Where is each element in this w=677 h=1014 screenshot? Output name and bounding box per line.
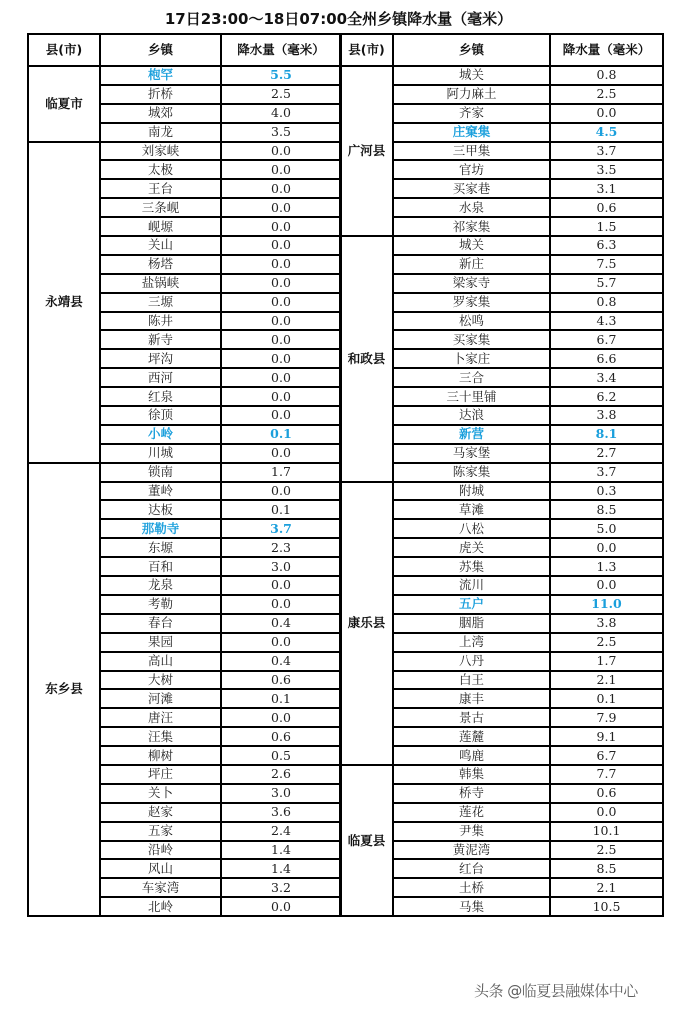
town-cell: 河滩 bbox=[100, 689, 221, 708]
page-title: 17日23:00～18日07:00全州乡镇降水量（毫米） bbox=[164, 10, 513, 28]
rainfall-cell: 4.0 bbox=[221, 104, 341, 123]
rainfall-cell: 0.0 bbox=[550, 576, 663, 595]
rainfall-cell: 2.7 bbox=[550, 444, 663, 463]
town-cell: 莲麓 bbox=[393, 727, 550, 746]
county-cell: 临夏市 bbox=[28, 66, 100, 142]
rainfall-cell: 2.1 bbox=[550, 878, 663, 897]
table-row bbox=[28, 66, 341, 85]
town-cell: 尹集 bbox=[393, 822, 550, 841]
header-row bbox=[340, 34, 663, 66]
town-cell: 罗家集 bbox=[393, 293, 550, 312]
town-cell: 锁南 bbox=[100, 463, 221, 482]
town-cell: 松鸣 bbox=[393, 312, 550, 331]
rainfall-cell: 9.1 bbox=[550, 727, 663, 746]
rainfall-cell: 0.0 bbox=[221, 330, 341, 349]
rainfall-cell: 0.8 bbox=[550, 293, 663, 312]
town-cell: 考勒 bbox=[100, 595, 221, 614]
town-cell: 川城 bbox=[100, 444, 221, 463]
rainfall-cell: 0.3 bbox=[550, 482, 663, 501]
rainfall-cell: 0.0 bbox=[221, 576, 341, 595]
town-cell: 韩集 bbox=[393, 765, 550, 784]
county-cell: 广河县 bbox=[340, 66, 393, 236]
rainfall-cell: 0.0 bbox=[221, 406, 341, 425]
rainfall-cell: 8.1 bbox=[550, 425, 663, 444]
rainfall-cell: 0.0 bbox=[221, 293, 341, 312]
rainfall-cell: 5.5 bbox=[221, 66, 341, 85]
town-cell: 康丰 bbox=[393, 689, 550, 708]
rainfall-cell: 3.6 bbox=[221, 803, 341, 822]
county-cell: 东乡县 bbox=[28, 463, 100, 916]
town-cell: 董岭 bbox=[100, 482, 221, 501]
rainfall-cell: 5.7 bbox=[550, 274, 663, 293]
rainfall-cell: 0.0 bbox=[221, 274, 341, 293]
town-cell: 虎关 bbox=[393, 538, 550, 557]
header-rainfall: 降水量（毫米） bbox=[221, 34, 341, 66]
table-row bbox=[340, 482, 663, 501]
rainfall-cell: 1.7 bbox=[550, 652, 663, 671]
county-cell: 康乐县 bbox=[340, 482, 393, 765]
rainfall-cell: 3.2 bbox=[221, 878, 341, 897]
rainfall-cell: 3.4 bbox=[550, 368, 663, 387]
town-cell: 土桥 bbox=[393, 878, 550, 897]
town-cell: 陈井 bbox=[100, 312, 221, 331]
rainfall-cell: 7.5 bbox=[550, 255, 663, 274]
town-cell: 五家 bbox=[100, 822, 221, 841]
rainfall-cell: 0.0 bbox=[221, 142, 341, 161]
town-cell: 五户 bbox=[393, 595, 550, 614]
town-cell: 八松 bbox=[393, 519, 550, 538]
town-cell: 北岭 bbox=[100, 897, 221, 916]
town-cell: 陈家集 bbox=[393, 463, 550, 482]
header-county: 县(市) bbox=[340, 34, 393, 66]
rainfall-cell: 2.5 bbox=[221, 85, 341, 104]
town-cell: 莲花 bbox=[393, 803, 550, 822]
town-cell: 城郊 bbox=[100, 104, 221, 123]
rainfall-cell: 3.0 bbox=[221, 557, 341, 576]
town-cell: 水泉 bbox=[393, 198, 550, 217]
rainfall-cell: 0.6 bbox=[550, 784, 663, 803]
rainfall-cell: 0.0 bbox=[221, 368, 341, 387]
rainfall-cell: 0.0 bbox=[550, 538, 663, 557]
town-cell: 龙泉 bbox=[100, 576, 221, 595]
rainfall-cell: 6.7 bbox=[550, 746, 663, 765]
table-row bbox=[340, 236, 663, 255]
header-rainfall: 降水量（毫米） bbox=[550, 34, 663, 66]
rainfall-cell: 2.5 bbox=[550, 633, 663, 652]
town-cell: 桥寺 bbox=[393, 784, 550, 803]
county-cell: 临夏县 bbox=[340, 765, 393, 916]
rainfall-table-left bbox=[27, 33, 342, 917]
town-cell: 新寺 bbox=[100, 330, 221, 349]
town-cell: 徐顶 bbox=[100, 406, 221, 425]
rainfall-cell: 1.7 bbox=[221, 463, 341, 482]
town-cell: 柳树 bbox=[100, 746, 221, 765]
rainfall-cell: 0.0 bbox=[221, 236, 341, 255]
rainfall-cell: 3.7 bbox=[550, 463, 663, 482]
header-town: 乡镇 bbox=[393, 34, 550, 66]
header-county: 县(市) bbox=[28, 34, 100, 66]
rainfall-cell: 0.0 bbox=[221, 179, 341, 198]
rainfall-cell: 10.5 bbox=[550, 897, 663, 916]
rainfall-cell: 0.0 bbox=[221, 482, 341, 501]
table-row bbox=[28, 142, 341, 161]
rainfall-cell: 1.4 bbox=[221, 841, 341, 860]
rainfall-cell: 0.0 bbox=[221, 160, 341, 179]
rainfall-cell: 0.0 bbox=[221, 595, 341, 614]
town-cell: 上湾 bbox=[393, 633, 550, 652]
town-cell: 折桥 bbox=[100, 85, 221, 104]
rainfall-cell: 2.6 bbox=[221, 765, 341, 784]
town-cell: 梁家寺 bbox=[393, 274, 550, 293]
town-cell: 红泉 bbox=[100, 387, 221, 406]
rainfall-cell: 6.2 bbox=[550, 387, 663, 406]
town-cell: 马集 bbox=[393, 897, 550, 916]
rainfall-cell: 0.8 bbox=[550, 66, 663, 85]
rainfall-cell: 3.5 bbox=[550, 160, 663, 179]
town-cell: 买家巷 bbox=[393, 179, 550, 198]
town-cell: 汪集 bbox=[100, 727, 221, 746]
rainfall-cell: 4.5 bbox=[550, 123, 663, 142]
rainfall-cell: 8.5 bbox=[550, 500, 663, 519]
town-cell: 祁家集 bbox=[393, 217, 550, 236]
town-cell: 东塬 bbox=[100, 538, 221, 557]
county-cell: 和政县 bbox=[340, 236, 393, 482]
town-cell: 沿岭 bbox=[100, 841, 221, 860]
rainfall-cell: 1.3 bbox=[550, 557, 663, 576]
rainfall-cell: 2.5 bbox=[550, 841, 663, 860]
rainfall-cell: 0.0 bbox=[221, 444, 341, 463]
town-cell: 鸣鹿 bbox=[393, 746, 550, 765]
town-cell: 刘家峡 bbox=[100, 142, 221, 161]
rainfall-cell: 6.7 bbox=[550, 330, 663, 349]
town-cell: 三条岘 bbox=[100, 198, 221, 217]
county-cell: 永靖县 bbox=[28, 142, 100, 463]
rainfall-cell: 0.0 bbox=[550, 104, 663, 123]
town-cell: 太极 bbox=[100, 160, 221, 179]
watermark: 头条 @临夏县融媒体中心 bbox=[474, 982, 638, 1000]
town-cell: 阿力麻土 bbox=[393, 85, 550, 104]
town-cell: 白王 bbox=[393, 671, 550, 690]
rainfall-cell: 3.8 bbox=[550, 614, 663, 633]
rainfall-cell: 8.5 bbox=[550, 859, 663, 878]
rainfall-cell: 7.7 bbox=[550, 765, 663, 784]
town-cell: 杨塔 bbox=[100, 255, 221, 274]
rainfall-cell: 0.0 bbox=[221, 312, 341, 331]
table-row bbox=[340, 765, 663, 784]
town-cell: 马家堡 bbox=[393, 444, 550, 463]
header-town: 乡镇 bbox=[100, 34, 221, 66]
town-cell: 坪沟 bbox=[100, 349, 221, 368]
rainfall-cell: 0.0 bbox=[221, 349, 341, 368]
town-cell: 三十里铺 bbox=[393, 387, 550, 406]
rainfall-cell: 6.3 bbox=[550, 236, 663, 255]
rainfall-cell: 11.0 bbox=[550, 595, 663, 614]
rainfall-cell: 0.1 bbox=[221, 500, 341, 519]
town-cell: 新营 bbox=[393, 425, 550, 444]
rainfall-cell: 6.6 bbox=[550, 349, 663, 368]
rainfall-cell: 3.8 bbox=[550, 406, 663, 425]
rainfall-cell: 1.5 bbox=[550, 217, 663, 236]
town-cell: 流川 bbox=[393, 576, 550, 595]
town-cell: 春台 bbox=[100, 614, 221, 633]
town-cell: 那勒寺 bbox=[100, 519, 221, 538]
rainfall-cell: 2.4 bbox=[221, 822, 341, 841]
rainfall-cell: 0.1 bbox=[221, 425, 341, 444]
town-cell: 买家集 bbox=[393, 330, 550, 349]
town-cell: 赵家 bbox=[100, 803, 221, 822]
town-cell: 达板 bbox=[100, 500, 221, 519]
town-cell: 官坊 bbox=[393, 160, 550, 179]
town-cell: 红台 bbox=[393, 859, 550, 878]
town-cell: 景古 bbox=[393, 708, 550, 727]
rainfall-cell: 3.7 bbox=[550, 142, 663, 161]
town-cell: 西河 bbox=[100, 368, 221, 387]
town-cell: 小岭 bbox=[100, 425, 221, 444]
town-cell: 庄窠集 bbox=[393, 123, 550, 142]
rainfall-cell: 2.1 bbox=[550, 671, 663, 690]
rainfall-cell: 2.5 bbox=[550, 85, 663, 104]
town-cell: 关卜 bbox=[100, 784, 221, 803]
town-cell: 附城 bbox=[393, 482, 550, 501]
town-cell: 南龙 bbox=[100, 123, 221, 142]
town-cell: 苏集 bbox=[393, 557, 550, 576]
rainfall-cell: 0.1 bbox=[221, 689, 341, 708]
rainfall-cell: 0.4 bbox=[221, 614, 341, 633]
town-cell: 百和 bbox=[100, 557, 221, 576]
rainfall-cell: 0.0 bbox=[221, 217, 341, 236]
town-cell: 八丹 bbox=[393, 652, 550, 671]
town-cell: 卜家庄 bbox=[393, 349, 550, 368]
town-cell: 坪庄 bbox=[100, 765, 221, 784]
table-row bbox=[340, 66, 663, 85]
rainfall-cell: 3.1 bbox=[550, 179, 663, 198]
header-row bbox=[28, 34, 341, 66]
rainfall-cell: 0.0 bbox=[221, 633, 341, 652]
town-cell: 齐家 bbox=[393, 104, 550, 123]
town-cell: 城关 bbox=[393, 236, 550, 255]
rainfall-cell: 0.6 bbox=[550, 198, 663, 217]
town-cell: 大树 bbox=[100, 671, 221, 690]
rainfall-cell: 0.0 bbox=[221, 387, 341, 406]
town-cell: 达浪 bbox=[393, 406, 550, 425]
town-cell: 唐汪 bbox=[100, 708, 221, 727]
town-cell: 枹罕 bbox=[100, 66, 221, 85]
rainfall-cell: 0.4 bbox=[221, 652, 341, 671]
rainfall-cell: 7.9 bbox=[550, 708, 663, 727]
town-cell: 三塬 bbox=[100, 293, 221, 312]
town-cell: 岘塬 bbox=[100, 217, 221, 236]
town-cell: 城关 bbox=[393, 66, 550, 85]
rainfall-cell: 0.6 bbox=[221, 727, 341, 746]
rainfall-cell: 5.0 bbox=[550, 519, 663, 538]
rainfall-cell: 0.6 bbox=[221, 671, 341, 690]
rainfall-cell: 4.3 bbox=[550, 312, 663, 331]
town-cell: 盐锅峡 bbox=[100, 274, 221, 293]
rainfall-cell: 0.0 bbox=[550, 803, 663, 822]
rainfall-cell: 3.7 bbox=[221, 519, 341, 538]
town-cell: 果园 bbox=[100, 633, 221, 652]
rainfall-cell: 0.0 bbox=[221, 897, 341, 916]
rainfall-cell: 10.1 bbox=[550, 822, 663, 841]
rainfall-cell: 0.0 bbox=[221, 198, 341, 217]
rainfall-cell: 3.5 bbox=[221, 123, 341, 142]
table-row bbox=[28, 463, 341, 482]
rainfall-cell: 0.0 bbox=[221, 255, 341, 274]
town-cell: 高山 bbox=[100, 652, 221, 671]
town-cell: 三合 bbox=[393, 368, 550, 387]
town-cell: 关山 bbox=[100, 236, 221, 255]
town-cell: 新庄 bbox=[393, 255, 550, 274]
rainfall-cell: 3.0 bbox=[221, 784, 341, 803]
town-cell: 三甲集 bbox=[393, 142, 550, 161]
rainfall-cell: 0.1 bbox=[550, 689, 663, 708]
rainfall-cell: 1.4 bbox=[221, 859, 341, 878]
town-cell: 车家湾 bbox=[100, 878, 221, 897]
rainfall-table-right bbox=[339, 33, 664, 917]
rainfall-cell: 2.3 bbox=[221, 538, 341, 557]
rainfall-cell: 0.5 bbox=[221, 746, 341, 765]
town-cell: 风山 bbox=[100, 859, 221, 878]
town-cell: 王台 bbox=[100, 179, 221, 198]
town-cell: 草滩 bbox=[393, 500, 550, 519]
town-cell: 胭脂 bbox=[393, 614, 550, 633]
rainfall-cell: 0.0 bbox=[221, 708, 341, 727]
town-cell: 黄泥湾 bbox=[393, 841, 550, 860]
